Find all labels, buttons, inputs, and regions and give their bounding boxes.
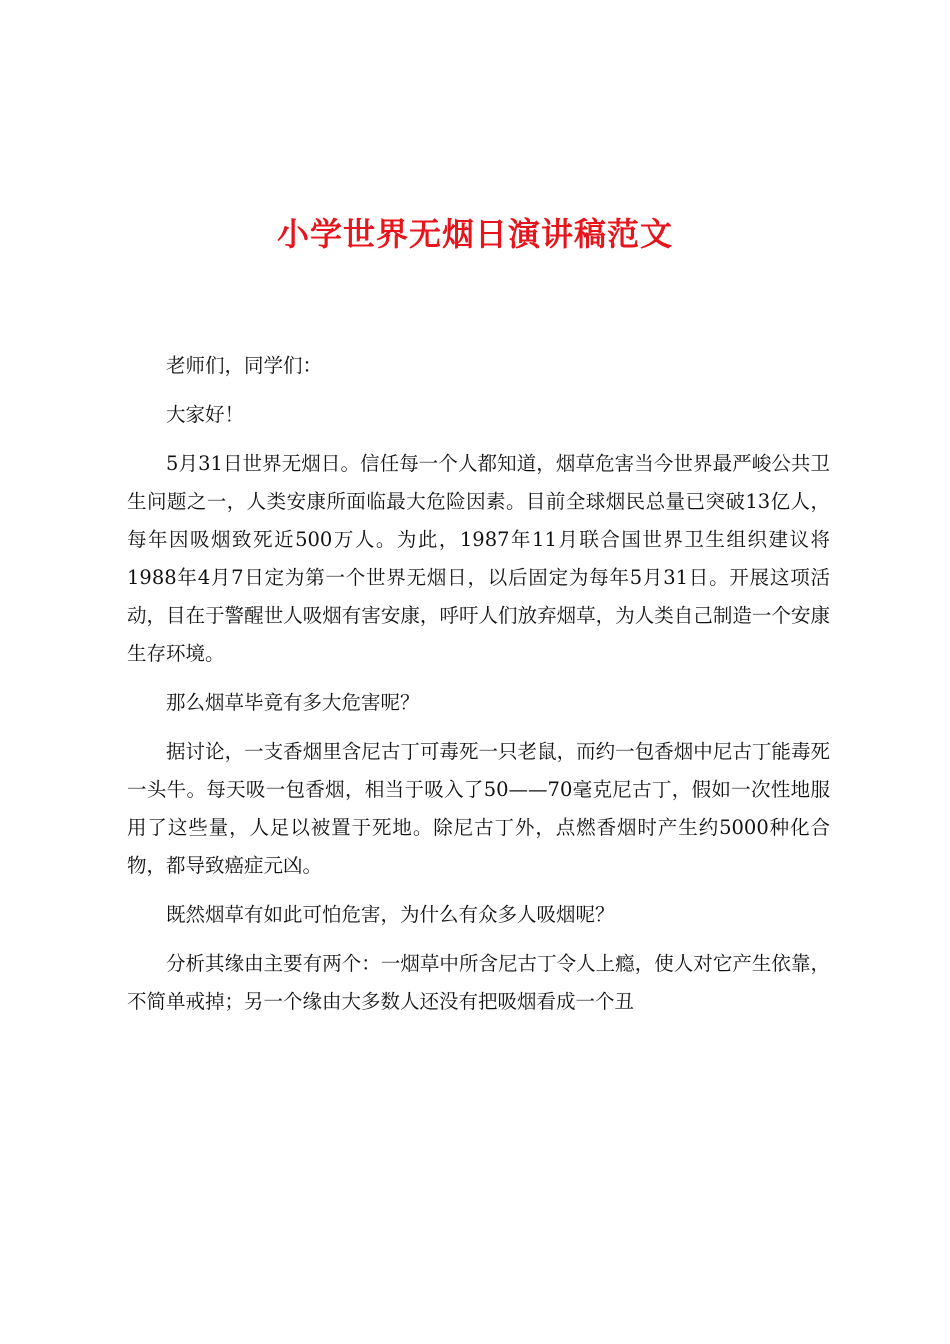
document-body: [127, 347, 830, 1032]
paragraph-analysis: 分析其缘由主要有两个：一烟草中所含尼古丁令人上瘾，使人对它产生依靠，不简单戒掉；另一个缘由大多数人还没有把吸烟看成一个丑: [127, 952, 830, 1013]
paragraph-question-harm: 那么烟草毕竟有多大危害呢？: [166, 691, 420, 714]
paragraph-question-why: 既然烟草有如此可怕危害，为什么有众多人吸烟呢？: [166, 903, 615, 926]
paragraph-intro: 5月31日世界无烟日。信任每一个人都知道，烟草危害当今世界最严峻公共卫生问题之一，人类安康所面临最大危险因素。目前全球烟民总量已突破13亿人，每年因吸烟致死近500万人。为此，1987年11月联合国世界卫生组织建议将1988年4月7日定为第一个世界无烟日，以后固定为每年5月31日。开展这项活动，目在于警醒世人吸烟有害安康，呼吁人们放弃烟草，为人类自己制造一个安康生存环境。: [127, 452, 830, 665]
paragraph-research: 据讨论，一支香烟里含尼古丁可毒死一只老鼠，而约一包香烟中尼古丁能毒死一头牛。每天吸一包香烟，相当于吸入了50——70毫克尼古丁，假如一次性地服用了这些量，人足以被置于死地。除尼古丁外，点燃香烟时产生约5000种化合物，都导致癌症元凶。: [127, 740, 830, 877]
paragraph-greeting: 老师们，同学们：: [166, 354, 323, 377]
paragraph-hello: 大家好！: [166, 403, 245, 426]
document-title: 小学世界无烟日演讲稿范文: [276, 215, 673, 253]
